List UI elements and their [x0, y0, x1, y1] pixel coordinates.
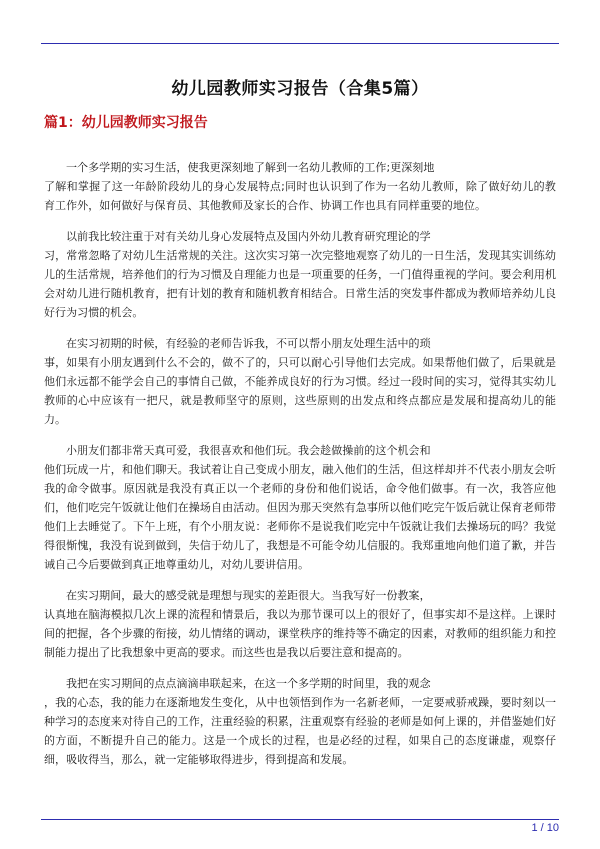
- header-rule: [41, 43, 559, 44]
- footer-rule: [41, 819, 559, 820]
- paragraph-first-line: 小朋友们都非常天真可爱，我很喜欢和他们玩。我会趁做操前的这个机会和: [66, 444, 431, 457]
- document-title: 幼儿园教师实习报告（合集5篇）: [171, 79, 429, 99]
- paragraph-rest: 他们玩成一片，和他们聊天。我试着让自己变成小朋友，融入他们的生活，但这样却并不代表小朋友会听我的命令做事。原因就是我没有真正以一个老师的身份和他们说话，命令他们做事。有一次，我答应他们，他们吃完午饭就让他们在操场自由活动。但因为那天突然有急事所以他们吃完午饭后就让保育老师带他们上去睡觉了。下午上班，有个小朋友说：老师你不是说我们吃完中午饭就让我们去操场玩的吗？我觉得很惭愧，我没有说到做到，失信于幼儿了，我想是不可能令幼儿信服的。我郑重地向他们道了歉，并告诫自己今后要做到真正地尊重幼儿，对幼儿要讲信用。: [44, 463, 556, 571]
- paragraph-first-line: 在实习期间，最大的感受就是理想与现实的差距很大。当我写好一份教案，: [66, 589, 431, 602]
- paragraph-1: [44, 158, 556, 215]
- paragraph-4: [44, 441, 556, 574]
- paragraph-6: [44, 674, 556, 769]
- body-text: [44, 158, 556, 781]
- section-heading: 篇1：幼儿园教师实习报告: [44, 115, 208, 131]
- paragraph-rest: 认真地在脑海模拟几次上课的流程和情景后，我以为那节课可以上的很好了，但事实却不是这样。上课时间的把握，各个步骤的衔接，幼儿情绪的调动，课堂秩序的维持等不确定的因素，对教师的组织能力和控制能力提出了比我想象中更高的要求。而这些也是我以后要注意和提高的。: [44, 608, 556, 659]
- paragraph-5: [44, 586, 556, 662]
- paragraph-rest: 了解和掌握了这一年龄阶段幼儿的身心发展特点;同时也认识到了作为一名幼儿教师，除了做好幼儿的教育工作外，如何做好与保育员、其他教师及家长的合作、协调工作也具有同样重要的地位。: [44, 180, 556, 212]
- paragraph-first-line: 我把在实习期间的点点滴滴串联起来，在这一个多学期的时间里，我的观念: [66, 677, 431, 690]
- page-number: 1 / 10: [531, 822, 559, 834]
- paragraph-3: [44, 334, 556, 429]
- paragraph-rest: 习，常常忽略了对幼儿生活常规的关注。这次实习第一次完整地观察了幼儿的一日生活，发现其实训练幼儿的生活常规，培养他们的行为习惯及自理能力也是一项重要的任务，一门值得重视的学问。要会利用机会对幼儿进行随机教育，把有计划的教育和随机教育相结合。日常生活的突发事件都成为教师培养幼儿良好行为习惯的机会。: [44, 249, 556, 319]
- paragraph-rest: 事，如果有小朋友遇到什么不会的，做不了的，只可以耐心引导他们去完成。如果帮他们做了，后果就是他们永远都不能学会自己的事情自己做，不能养成良好的行为习惯。经过一段时间的实习，觉得其实幼儿教师的心中应该有一把尺，就是教师坚守的原则，这些原则的出发点和终点都应是发展和提高幼儿的能力。: [44, 356, 556, 426]
- paragraph-first-line: 以前我比较注重于对有关幼儿身心发展特点及国内外幼儿教育研究理论的学: [66, 230, 431, 243]
- paragraph-2: [44, 227, 556, 322]
- paragraph-first-line: 在实习初期的时候，有经验的老师告诉我，不可以帮小朋友处理生活中的琐: [66, 337, 431, 350]
- paragraph-first-line: 一个多学期的实习生活，使我更深刻地了解到一名幼儿教师的工作;更深刻地: [66, 161, 435, 174]
- paragraph-rest: ，我的心态，我的能力在逐渐地发生变化，从中也领悟到作为一名新老师，一定要戒骄戒躁，要时刻以一种学习的态度来对待自己的工作，注重经验的积累，注重观察有经验的老师是如何上课的，并借鉴她们好的方面，不断提升自己的能力。这是一个成长的过程，也是必经的过程，如果自己的态度谦虚，观察仔细，吸收得当，那么，就一定能够取得进步，得到提高和发展。: [44, 696, 556, 766]
